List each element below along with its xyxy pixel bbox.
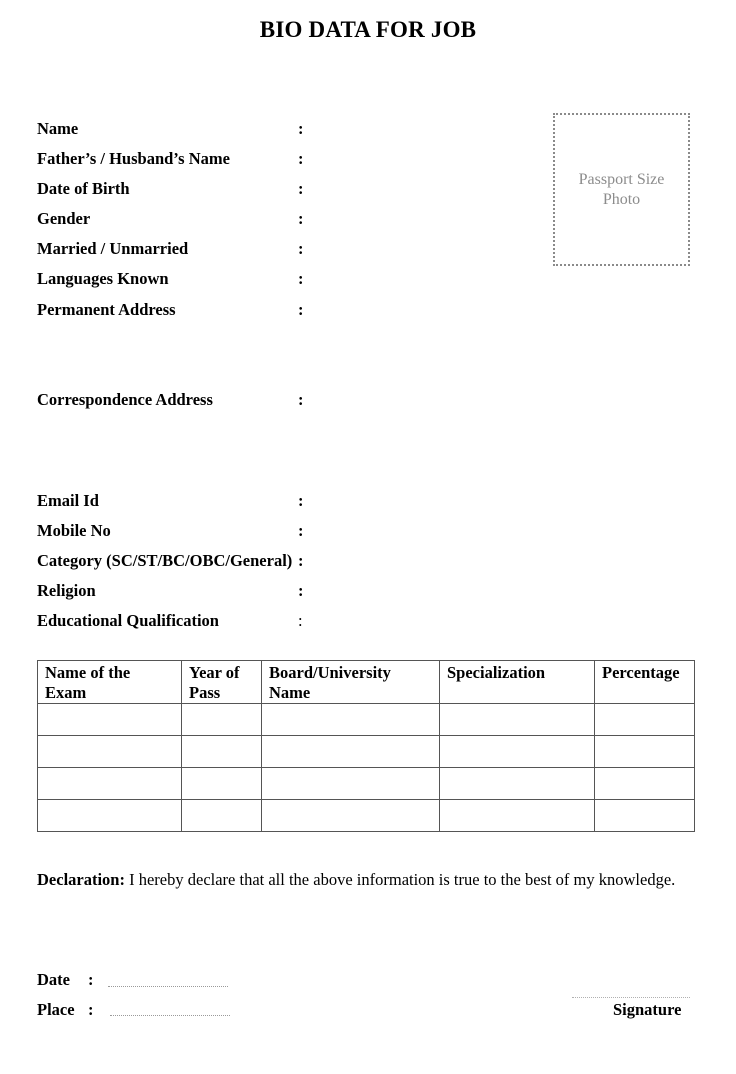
place-label: Place bbox=[37, 1000, 75, 1019]
field-label-email-id: Email Id bbox=[37, 491, 99, 510]
field-label-permanent-address: Permanent Address bbox=[37, 300, 176, 319]
table-cell[interactable] bbox=[595, 736, 695, 768]
date-label: Date bbox=[37, 970, 70, 989]
date-colon: : bbox=[88, 970, 94, 989]
table-cell[interactable] bbox=[595, 768, 695, 800]
field-label-correspondence-address: Correspondence Address bbox=[37, 390, 213, 409]
field-colon: : bbox=[298, 209, 304, 228]
header-line: Name of the bbox=[45, 663, 131, 682]
field-label-gender: Gender bbox=[37, 209, 91, 228]
table-cell[interactable] bbox=[595, 704, 695, 736]
table-cell[interactable] bbox=[440, 736, 595, 768]
table-cell[interactable] bbox=[262, 704, 440, 736]
table-cell[interactable] bbox=[262, 800, 440, 832]
table-header-row bbox=[38, 661, 695, 704]
field-label-category: Category (SC/ST/BC/OBC/General) bbox=[37, 551, 293, 570]
field-colon: : bbox=[298, 269, 304, 288]
field-label-languages-known: Languages Known bbox=[37, 269, 169, 288]
header-line: Pass bbox=[189, 683, 221, 702]
field-colon: : bbox=[298, 179, 304, 198]
table-row bbox=[38, 736, 695, 768]
field-colon: : bbox=[298, 390, 304, 409]
declaration-text: I hereby declare that all the above information is true to the best of my knowledge. bbox=[124, 870, 676, 889]
table-row bbox=[38, 800, 695, 832]
column-header-exam-name bbox=[38, 661, 182, 704]
field-colon: : bbox=[298, 611, 303, 630]
header-line: Board/University bbox=[269, 663, 391, 682]
passport-photo-placeholder[interactable] bbox=[553, 113, 690, 266]
field-colon: : bbox=[298, 551, 304, 570]
column-header-specialization bbox=[440, 661, 595, 704]
field-colon: : bbox=[298, 239, 304, 258]
table-cell[interactable] bbox=[595, 800, 695, 832]
field-label-educational-qualification: Educational Qualification bbox=[37, 611, 219, 630]
field-colon: : bbox=[298, 149, 304, 168]
place-fill-line[interactable] bbox=[110, 1015, 230, 1016]
field-label-mobile-no: Mobile No bbox=[37, 521, 111, 540]
field-label-date-of-birth: Date of Birth bbox=[37, 179, 130, 198]
signature-label: Signature bbox=[613, 1000, 682, 1019]
photo-label-line2: Photo bbox=[602, 190, 641, 208]
date-fill-line[interactable] bbox=[108, 986, 228, 987]
declaration-label: Declaration: bbox=[37, 870, 125, 889]
field-label-marital-status: Married / Unmarried bbox=[37, 239, 189, 258]
column-header-percentage bbox=[595, 661, 695, 704]
table-cell[interactable] bbox=[182, 800, 262, 832]
field-label-religion: Religion bbox=[37, 581, 96, 600]
field-colon: : bbox=[298, 581, 304, 600]
field-colon: : bbox=[298, 491, 304, 510]
column-header-year-of-pass bbox=[182, 661, 262, 704]
header-line: Specialization bbox=[447, 663, 546, 682]
header-line: Percentage bbox=[602, 663, 680, 682]
table-cell[interactable] bbox=[38, 800, 182, 832]
table-cell[interactable] bbox=[38, 736, 182, 768]
header-line: Exam bbox=[45, 683, 87, 702]
table-cell[interactable] bbox=[440, 800, 595, 832]
field-colon: : bbox=[298, 521, 304, 540]
table-cell[interactable] bbox=[182, 704, 262, 736]
field-label-father-husband-name: Father’s / Husband’s Name bbox=[37, 149, 230, 168]
page-title: BIO DATA FOR JOB bbox=[259, 17, 477, 42]
table-cell[interactable] bbox=[182, 768, 262, 800]
field-colon: : bbox=[298, 119, 304, 138]
header-line: Year of bbox=[189, 663, 240, 682]
table-cell[interactable] bbox=[262, 768, 440, 800]
column-header-board-university bbox=[262, 661, 440, 704]
field-colon: : bbox=[298, 300, 304, 319]
signature-line[interactable] bbox=[572, 997, 690, 998]
photo-label-line1: Passport Size bbox=[578, 170, 665, 188]
table-cell[interactable] bbox=[440, 768, 595, 800]
header-line: Name bbox=[269, 683, 311, 702]
table-cell[interactable] bbox=[182, 736, 262, 768]
declaration bbox=[37, 870, 677, 890]
place-colon: : bbox=[88, 1000, 94, 1019]
table-cell[interactable] bbox=[38, 768, 182, 800]
table-row bbox=[38, 704, 695, 736]
table-row bbox=[38, 768, 695, 800]
table-cell[interactable] bbox=[440, 704, 595, 736]
education-table bbox=[37, 660, 695, 832]
table-cell[interactable] bbox=[38, 704, 182, 736]
field-label-name: Name bbox=[37, 119, 79, 138]
table-cell[interactable] bbox=[262, 736, 440, 768]
